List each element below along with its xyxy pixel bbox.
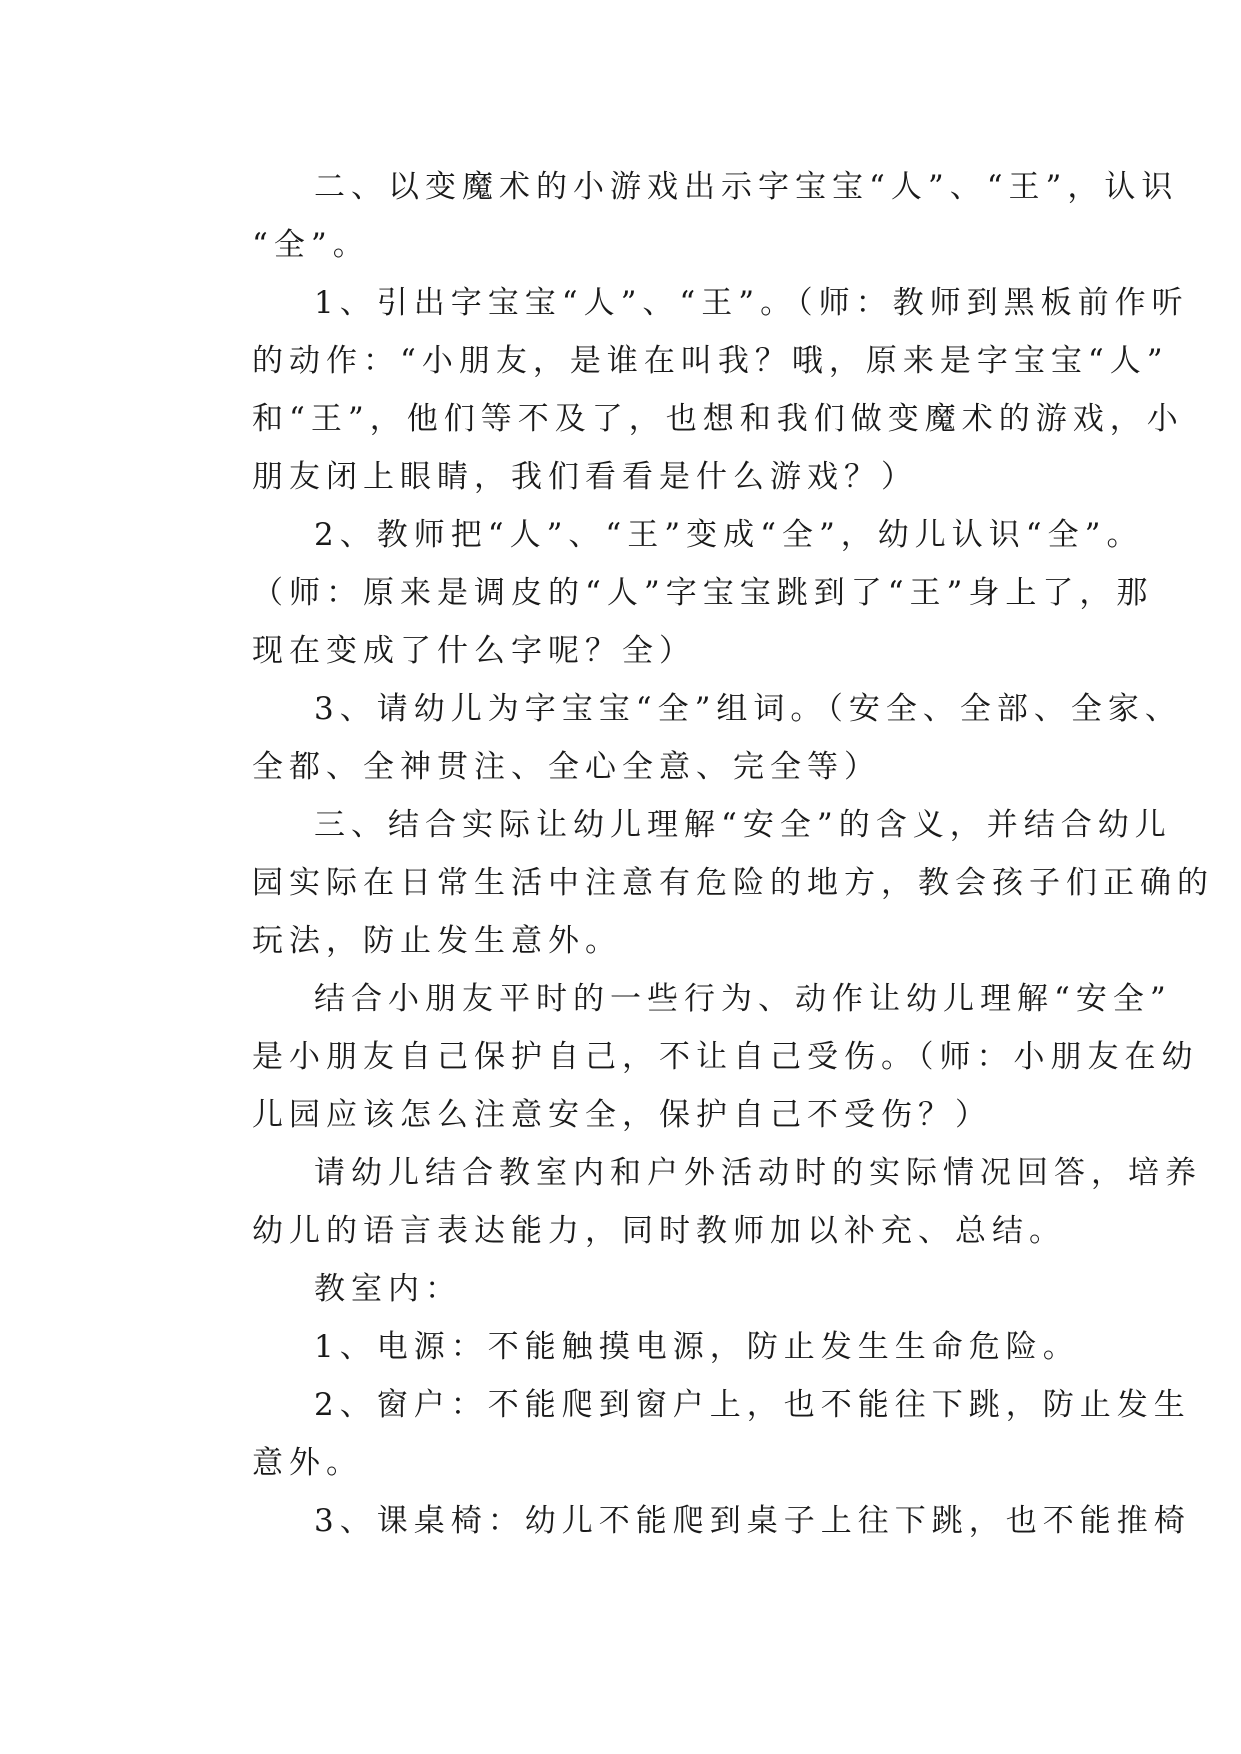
text-line: 二、以变魔术的小游戏出示字宝宝“人”、“王”，认识: [314, 169, 1179, 205]
text-line: 是小朋友自己保护自己，不让自己受伤。（师：小朋友在幼: [252, 1039, 1199, 1075]
text-line: 现在变成了什么字呢？全）: [252, 633, 696, 669]
text-line: 玩法，防止发生意外。: [252, 923, 622, 959]
text-line: 的动作：“小朋友，是谁在叫我？哦，原来是字宝宝“人”: [252, 343, 1169, 379]
text-line: 3、请幼儿为字宝宝“全”组词。（安全、全部、全家、: [314, 691, 1182, 727]
text-line: 教室内：: [314, 1271, 462, 1307]
text-line: 园实际在日常生活中注意有危险的地方，教会孩子们正确的: [252, 865, 1214, 901]
text-line: 1、引出字宝宝“人”、“王”。（师：教师到黑板前作听: [314, 285, 1189, 321]
paragraph: [190, 274, 1189, 506]
text-line: 结合小朋友平时的一些行为、动作让幼儿理解“安全”: [314, 981, 1172, 1017]
text-line: 全都、全神贯注、全心全意、完全等）: [252, 749, 881, 785]
paragraph: [190, 796, 1214, 970]
text-line: 幼儿的语言表达能力，同时教师加以补充、总结。: [252, 1213, 1066, 1249]
paragraph: [190, 506, 1154, 680]
document-body: [190, 158, 1214, 1550]
text-line: （师：原来是调皮的“人”字宝宝跳到了“王”身上了，那: [252, 575, 1154, 611]
paragraph: [190, 1376, 1191, 1492]
paragraph: [190, 970, 1199, 1144]
text-line: 意外。: [252, 1445, 363, 1481]
text-line: 和“王”，他们等不及了，也想和我们做变魔术的游戏，小: [252, 401, 1184, 437]
paragraph: [190, 680, 1182, 796]
paragraph: [190, 1260, 1050, 1318]
paragraph: [190, 1492, 1191, 1550]
paragraph: [190, 1144, 1202, 1260]
text-line: 朋友闭上眼睛，我们看看是什么游戏？）: [252, 459, 918, 495]
text-line: 1、电源：不能触摸电源，防止发生生命危险。: [314, 1329, 1080, 1365]
paragraph: [190, 158, 1179, 274]
text-line: “全”。: [252, 227, 370, 263]
text-line: 2、教师把“人”、“王”变成“全”，幼儿认识“全”。: [314, 517, 1144, 553]
text-line: 2、窗户：不能爬到窗户上，也不能往下跳，防止发生: [314, 1387, 1191, 1423]
text-line: 3、课桌椅：幼儿不能爬到桌子上往下跳，也不能推椅: [314, 1503, 1191, 1539]
text-line: 儿园应该怎么注意安全，保护自己不受伤？）: [252, 1097, 992, 1133]
paragraph: [190, 1318, 1080, 1376]
text-line: 请幼儿结合教室内和户外活动时的实际情况回答，培养: [314, 1155, 1202, 1191]
text-line: 三、结合实际让幼儿理解“安全”的含义，并结合幼儿: [314, 807, 1172, 843]
